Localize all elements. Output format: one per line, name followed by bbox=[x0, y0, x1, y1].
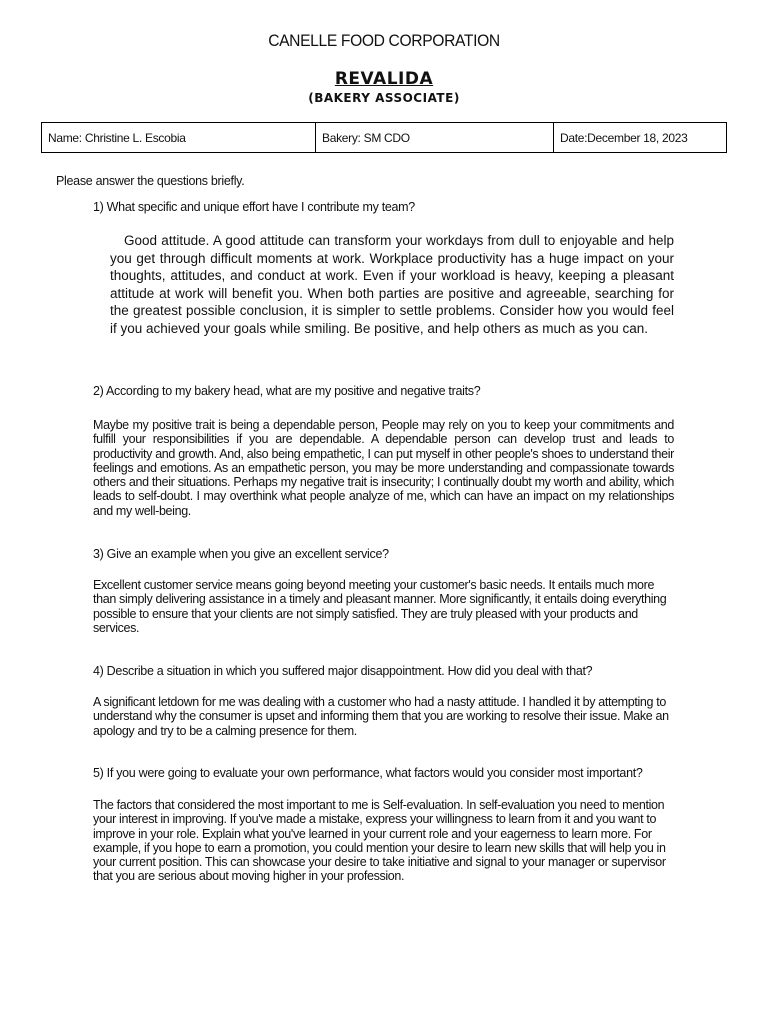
company-name: CANELLE FOOD CORPORATION bbox=[268, 31, 500, 50]
instruction-text: Please answer the questions briefly. bbox=[56, 174, 245, 188]
question-4: 4) Describe a situation in which you suffered major disappointment. How did you deal with that? bbox=[93, 664, 593, 678]
name-cell: Name: Christine L. Escobia bbox=[42, 123, 316, 153]
date-cell: Date:December 18, 2023 bbox=[554, 123, 727, 153]
answer-3: Excellent customer service means going beyond meeting your customer's basic needs. It entails much more than simply delivering assistance in a timely and pleasant manner. More significantly, it entails doing everything possible to ensure that your clients are not simply satisfied. They are truly pleased with your products and services. bbox=[93, 578, 667, 635]
document-title: REVALIDA bbox=[334, 69, 434, 89]
info-table bbox=[41, 122, 727, 153]
answer-4: A significant letdown for me was dealing with a customer who had a nasty attitude. I handled it by attempting to understand why the consumer is upset and informing them that you are working to resolve their issue. Make an apology and try to be a calming presence for them. bbox=[93, 695, 669, 738]
question-5: 5) If you were going to evaluate your own performance, what factors would you consider most important? bbox=[93, 766, 643, 780]
question-1: 1) What specific and unique effort have I contribute my team? bbox=[93, 200, 415, 214]
question-2: 2) According to my bakery head, what are my positive and negative traits? bbox=[93, 384, 481, 398]
document-subtitle: (BAKERY ASSOCIATE) bbox=[308, 91, 460, 105]
bakery-cell: Bakery: SM CDO bbox=[316, 123, 554, 153]
info-row bbox=[42, 123, 727, 153]
answer-1: Good attitude. A good attitude can transform your workdays from dull to enjoyable and help you get through difficult moments at work. Workplace productivity has a huge impact on your thoughts, attitudes, and conduct at work. Even if your workload is heavy, keeping a pleasant attitude at work will benefit you. When both parties are positive and agreeable, searching for the greatest possible conclusion, it is simpler to settle problems. Consider how you would feel if you achieved your goals while smiling. Be positive, and help others as much as you can. bbox=[110, 233, 674, 336]
answer-5: The factors that considered the most important to me is Self-evaluation. In self-evaluation you need to mention your interest in improving. If you've made a mistake, express your willingness to learn from it and you want to improve in your role. Explain what you've learned in your current role and your eagerness to learn more. For example, if you hope to earn a promotion, you could mention your desire to learn new skills that will help you in your current position. This can showcase your desire to take initiative and signal to your manager or supervisor that you are serious about moving higher in your profession. bbox=[93, 798, 666, 884]
answer-2: Maybe my positive trait is being a dependable person, People may rely on you to keep your commitments and fulfill your responsibilities if you are dependable. A dependable person can develop trust and leads to productivity and growth. And, also being empathetic, I can put myself in other people's shoes to understand their feelings and emotions. As an empathetic person, you may be more understanding and compassionate towards others and their situations. Perhaps my negative trait is insecurity; I continually doubt my worth and ability, which leads to self-doubt. I may overthink what people analyze of me, which can have an impact on my relationships and my well-being. bbox=[93, 418, 674, 518]
question-3: 3) Give an example when you give an excellent service? bbox=[93, 547, 389, 561]
